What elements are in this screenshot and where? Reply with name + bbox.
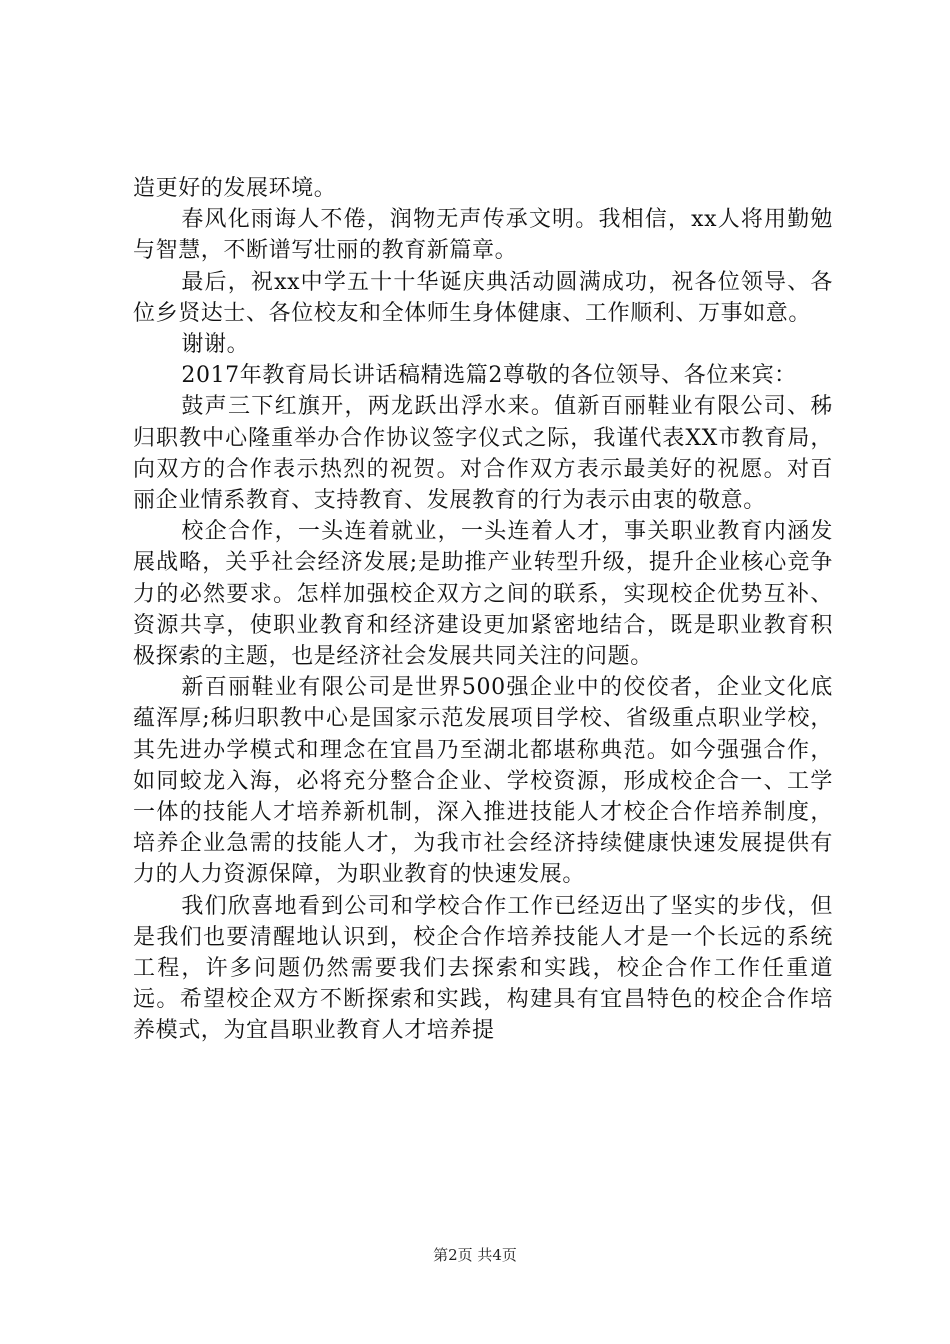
paragraph-2: 春风化雨诲人不倦，润物无声传承文明。我相信，xx人将用勤勉与智慧，不断谱写壮丽的教育新篇章。 bbox=[133, 207, 833, 264]
paragraph-3: 最后，祝xx中学五十十华诞庆典活动圆满成功，祝各位领导、各位乡贤达士、各位校友和全体师生身体健康、工作顺利、万事如意。 bbox=[133, 269, 833, 326]
document-body bbox=[133, 173, 833, 1047]
paragraph-6: 鼓声三下红旗开，两龙跃出浮水来。值新百丽鞋业有限公司、秭归职教中心隆重举办合作协议签字仪式之际，我谨代表XX市教育局，向双方的合作表示热烈的祝贺。对合作双方表示最美好的祝愿。对百丽企业情系教育、支持教育、发展教育的行为表示由衷的敬意。 bbox=[133, 394, 833, 514]
paragraph-7: 校企合作，一头连着就业，一头连着人才，事关职业教育内涵发展战略，关乎社会经济发展;是助推产业转型升级，提升企业核心竞争力的必然要求。怎样加强校企双方之间的联系，实现校企优势互补、资源共享，使职业教育和经济建设更加紧密地结合，既是职业教育积极探索的主题，也是经济社会发展共同关注的问题。 bbox=[133, 519, 833, 670]
page-total: 共4页 bbox=[477, 1246, 517, 1264]
page-number: 第2页 bbox=[433, 1246, 473, 1264]
paragraph-5: 2017年教育局长讲话稿精选篇2尊敬的各位领导、各位来宾： bbox=[181, 363, 797, 389]
paragraph-1: 造更好的发展环境。 bbox=[133, 176, 337, 201]
paragraph-8: 新百丽鞋业有限公司是世界500强企业中的佼佼者，企业文化底蕴浑厚;秭归职教中心是国家示范发展项目学校、省级重点职业学校，其先进办学模式和理念在宜昌乃至湖北都堪称典范。如今强强合作，如同蛟龙入海，必将充分整合企业、学校资源，形成校企合一、工学一体的技能人才培养新机制，深入推进技能人才校企合作培养制度，培养企业急需的技能人才，为我市社会经济持续健康快速发展提供有力的人力资源保障，为职业教育的快速发展。 bbox=[133, 675, 833, 888]
page-footer bbox=[0, 1244, 950, 1265]
paragraph-9: 我们欣喜地看到公司和学校合作工作已经迈出了坚实的步伐，但是我们也要清醒地认识到，校企合作培养技能人才是一个长远的系统工程，许多问题仍然需要我们去探索和实践，校企合作工作任重道远。希望校企双方不断探索和实践，构建具有宜昌特色的校企合作培养模式，为宜昌职业教育人才培养提 bbox=[133, 893, 833, 1044]
paragraph-4: 谢谢。 bbox=[181, 332, 250, 358]
